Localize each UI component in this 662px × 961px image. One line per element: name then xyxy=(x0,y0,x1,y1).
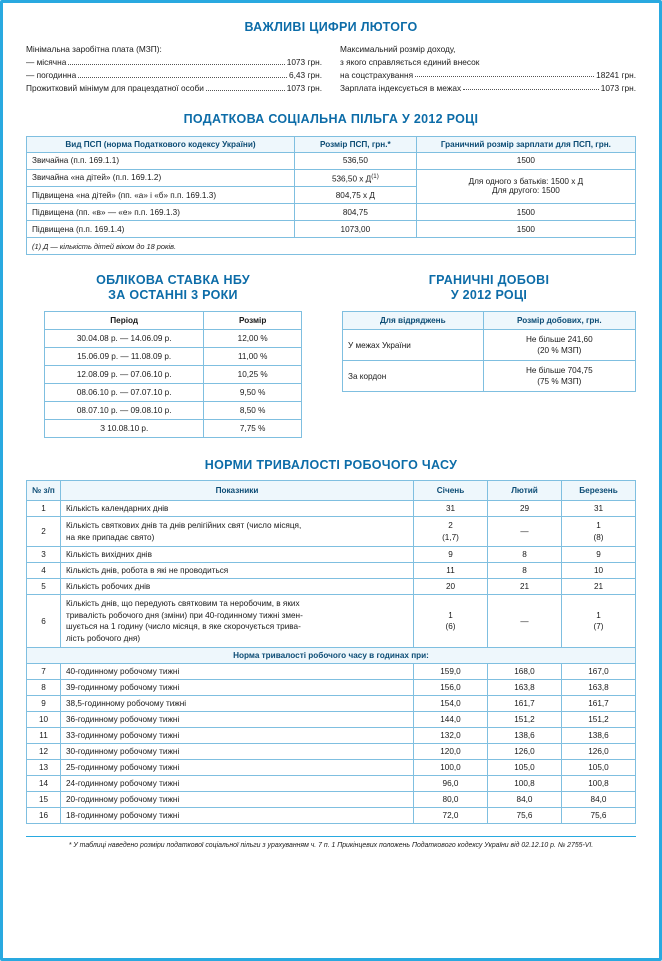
norms-cell-no: 9 xyxy=(27,696,61,712)
nbu-cell-rate: 9,50 % xyxy=(204,384,302,402)
norms-table-row xyxy=(27,563,636,579)
figure-label: — погодинна xyxy=(26,70,77,80)
nbu-cell-period: 15.06.09 р. — 11.08.09 р. xyxy=(45,348,204,366)
per-diem-header-amount: Розмір добових, грн. xyxy=(483,312,635,330)
norms-table-row xyxy=(27,744,636,760)
figure-label: Прожитковий мінімум для працездатної особи xyxy=(26,83,204,93)
psp-table xyxy=(26,136,636,256)
psp-cell-kind: Підвищена (пп. «в» — «е» п.п. 169.1.3) xyxy=(27,204,295,221)
norms-cell-february: 163,8 xyxy=(488,680,562,696)
norms-cell-january: 31 xyxy=(414,501,488,517)
per-diem-row xyxy=(343,330,636,361)
norms-header-no: № з/п xyxy=(27,481,61,501)
norms-cell-march: 10 xyxy=(562,563,636,579)
norms-cell-march: 1 (7) xyxy=(562,595,636,648)
section-title-figures: ВАЖЛИВІ ЦИФРИ ЛЮТОГО xyxy=(244,20,418,34)
norms-cell-indicator: 18-годинному робочому тижні xyxy=(61,808,414,824)
norms-cell-march: 151,2 xyxy=(562,712,636,728)
norms-cell-february: 168,0 xyxy=(488,664,562,680)
nbu-title-line1: ОБЛІКОВА СТАВКА НБУ xyxy=(96,273,250,288)
norms-cell-january: 80,0 xyxy=(414,792,488,808)
psp-table-row xyxy=(27,152,636,169)
norms-cell-no: 4 xyxy=(27,563,61,579)
norms-cell-january: 96,0 xyxy=(414,776,488,792)
work-time-norms-table xyxy=(26,480,636,824)
norms-cell-march: 84,0 xyxy=(562,792,636,808)
figure-row xyxy=(26,83,322,94)
norms-cell-no: 6 xyxy=(27,595,61,648)
norms-cell-january: 9 xyxy=(414,547,488,563)
per-diem-cell-destination: За кордон xyxy=(343,361,484,392)
norms-cell-january: 72,0 xyxy=(414,808,488,824)
norms-cell-no: 5 xyxy=(27,579,61,595)
dobovi-block xyxy=(342,259,636,438)
norms-cell-february: 100,8 xyxy=(488,776,562,792)
norms-cell-no: 7 xyxy=(27,664,61,680)
norms-table-row xyxy=(27,728,636,744)
per-diem-cell-amount: Не більше 241,60 (20 % МЗП) xyxy=(483,330,635,361)
psp-cell-limit: 1500 xyxy=(416,221,635,238)
norms-cell-march: 138,6 xyxy=(562,728,636,744)
key-figures-left-column xyxy=(26,44,322,96)
norms-cell-no: 12 xyxy=(27,744,61,760)
psp-table-row xyxy=(27,221,636,238)
norms-cell-march: 163,8 xyxy=(562,680,636,696)
mid-section xyxy=(26,259,636,438)
psp-cell-kind: Звичайна (п.п. 169.1.1) xyxy=(27,152,295,169)
norms-table-row xyxy=(27,579,636,595)
nbu-table-row xyxy=(45,384,302,402)
norms-table-row xyxy=(27,792,636,808)
section-title-norms: НОРМИ ТРИВАЛОСТІ РОБОЧОГО ЧАСУ xyxy=(204,458,458,473)
psp-table-note: (1) Д — кількість дітей віком до 18 років. xyxy=(27,238,636,255)
per-diem-cell-destination: У межах України xyxy=(343,330,484,361)
psp-cell-limit: 1500 xyxy=(416,152,635,169)
norms-header-indicator: Показники xyxy=(61,481,414,501)
nbu-block xyxy=(26,259,320,438)
psp-header-limit: Граничний розмір зарплати для ПСП, грн. xyxy=(416,136,635,152)
norms-cell-march: 9 xyxy=(562,547,636,563)
norms-header-february: Лютий xyxy=(488,481,562,501)
norms-cell-indicator: 24-годинному робочому тижні xyxy=(61,776,414,792)
nbu-rate-table xyxy=(44,311,302,438)
figure-text: Мінімальна заробітна плата (МЗП): xyxy=(26,44,162,54)
nbu-cell-rate: 11,00 % xyxy=(204,348,302,366)
norms-cell-march: 126,0 xyxy=(562,744,636,760)
norms-cell-february: — xyxy=(488,517,562,547)
norms-table-row xyxy=(27,776,636,792)
norms-cell-january: 154,0 xyxy=(414,696,488,712)
norms-header-row xyxy=(27,481,636,501)
norms-cell-february: — xyxy=(488,595,562,648)
figure-row xyxy=(340,69,636,80)
psp-table-row xyxy=(27,169,636,187)
norms-cell-indicator: 25-годинному робочому тижні xyxy=(61,760,414,776)
norms-cell-january: 120,0 xyxy=(414,744,488,760)
psp-table-row xyxy=(27,204,636,221)
figure-text: з якого справляється єдиний внесок xyxy=(340,56,480,67)
dobovi-title-line2: У 2012 РОЦІ xyxy=(450,288,528,303)
figure-value: 18241 грн. xyxy=(596,69,636,80)
norms-table-row xyxy=(27,664,636,680)
norms-cell-indicator: 30-годинному робочому тижні xyxy=(61,744,414,760)
figure-label: на соцстрахування xyxy=(340,69,414,80)
norms-cell-indicator: 33-годинному робочому тижні xyxy=(61,728,414,744)
nbu-table-row xyxy=(45,348,302,366)
figure-label: Зарплата індексується в межах xyxy=(340,82,462,93)
norms-cell-indicator: Кількість святкових днів та днів релігійних свят (число місяця, на яке припадає свято) xyxy=(61,517,414,547)
norms-cell-february: 151,2 xyxy=(488,712,562,728)
psp-cell-size: 536,50 xyxy=(294,152,416,169)
norms-table-row xyxy=(27,517,636,547)
nbu-cell-rate: 8,50 % xyxy=(204,402,302,420)
norms-cell-indicator: 36-годинному робочому тижні xyxy=(61,712,414,728)
norms-cell-february: 8 xyxy=(488,547,562,563)
section-title-psp: ПОДАТКОВА СОЦІАЛЬНА ПІЛЬГА У 2012 РОЦІ xyxy=(183,111,479,126)
norms-table-row xyxy=(27,501,636,517)
norms-cell-january: 159,0 xyxy=(414,664,488,680)
norms-header-january: Січень xyxy=(414,481,488,501)
norms-cell-march: 100,8 xyxy=(562,776,636,792)
norms-cell-february: 29 xyxy=(488,501,562,517)
norms-cell-february: 105,0 xyxy=(488,760,562,776)
per-diem-row xyxy=(343,361,636,392)
norms-table-row xyxy=(27,808,636,824)
norms-cell-january: 2 (1,7) xyxy=(414,517,488,547)
figure-leader-dots xyxy=(463,82,599,90)
norms-cell-indicator: Кількість робочих днів xyxy=(61,579,414,595)
section-title-nbu xyxy=(26,273,320,303)
norms-cell-january: 144,0 xyxy=(414,712,488,728)
nbu-header-row xyxy=(45,312,302,330)
per-diem-cell-amount: Не більше 704,75 (75 % МЗП) xyxy=(483,361,635,392)
key-figures-block xyxy=(26,44,636,96)
nbu-cell-period: 12.08.09 р. — 07.06.10 р. xyxy=(45,366,204,384)
psp-cell-limit: 1500 xyxy=(416,204,635,221)
norms-cell-no: 3 xyxy=(27,547,61,563)
nbu-header-period: Період xyxy=(45,312,204,330)
norms-cell-indicator: Кількість календарних днів xyxy=(61,501,414,517)
nbu-header-rate: Розмір xyxy=(204,312,302,330)
figure-leader-dots xyxy=(415,69,594,77)
norms-cell-march: 75,6 xyxy=(562,808,636,824)
psp-cell-kind: Підвищена (п.п. 169.1.4) xyxy=(27,221,295,238)
nbu-table-row xyxy=(45,402,302,420)
figure-leader-dots xyxy=(206,83,285,91)
psp-cell-limit: Для одного з батьків: 1500 х Д Для другого: 1500 xyxy=(416,169,635,204)
norms-table-row xyxy=(27,547,636,563)
figure-text: Максимальний розмір доходу, xyxy=(340,44,456,54)
norms-cell-february: 161,7 xyxy=(488,696,562,712)
psp-cell-kind: Підвищена «на дітей» (пп. «а» і «б» п.п. 169.1.3) xyxy=(27,187,295,204)
norms-subheader-row xyxy=(27,648,636,664)
figure-row xyxy=(26,70,322,81)
nbu-table-row xyxy=(45,330,302,348)
norms-cell-february: 126,0 xyxy=(488,744,562,760)
norms-cell-january: 156,0 xyxy=(414,680,488,696)
norms-cell-no: 8 xyxy=(27,680,61,696)
figure-row xyxy=(26,57,322,68)
norms-cell-no: 13 xyxy=(27,760,61,776)
norms-cell-indicator: Кількість вихідних днів xyxy=(61,547,414,563)
norms-subheader: Норма тривалості робочого часу в годинах при: xyxy=(27,648,636,664)
norms-cell-march: 105,0 xyxy=(562,760,636,776)
footnote: * У таблиці наведено розміри податкової соціальної пільги з урахуванням ч. 7 п. 1 Прикінцевих положень Податкового кодексу України від 02.12.10 р. № 2755-VI. xyxy=(26,836,636,849)
figure-value: 1073 грн. xyxy=(600,82,636,93)
nbu-title-line2: ЗА ОСТАННІ 3 РОКИ xyxy=(108,288,238,303)
norms-cell-february: 8 xyxy=(488,563,562,579)
per-diem-table xyxy=(342,311,636,392)
psp-size-footnote-marker: (1) xyxy=(371,172,379,180)
norms-cell-no: 14 xyxy=(27,776,61,792)
norms-cell-march: 31 xyxy=(562,501,636,517)
norms-cell-indicator: 38,5-годинному робочому тижні xyxy=(61,696,414,712)
norms-cell-february: 138,6 xyxy=(488,728,562,744)
norms-cell-february: 75,6 xyxy=(488,808,562,824)
norms-table-row xyxy=(27,680,636,696)
norms-table-row xyxy=(27,760,636,776)
norms-table-row xyxy=(27,712,636,728)
psp-header-size: Розмір ПСП, грн.* xyxy=(294,136,416,152)
figure-value: 6,43 грн. xyxy=(289,70,322,80)
nbu-cell-rate: 12,00 % xyxy=(204,330,302,348)
norms-cell-indicator: 20-годинному робочому тижні xyxy=(61,792,414,808)
norms-cell-indicator: Кількість днів, робота в які не проводиться xyxy=(61,563,414,579)
figure-value: 1073 грн. xyxy=(286,83,322,93)
figure-leader-dots xyxy=(78,70,287,78)
psp-cell-size: 1073,00 xyxy=(294,221,416,238)
norms-table-row xyxy=(27,595,636,648)
norms-cell-no: 10 xyxy=(27,712,61,728)
norms-cell-no: 16 xyxy=(27,808,61,824)
psp-cell-size: 804,75 х Д xyxy=(294,187,416,204)
psp-table-header-row xyxy=(27,136,636,152)
norms-cell-indicator: 39-годинному робочому тижні xyxy=(61,680,414,696)
figure-value: 1073 грн. xyxy=(286,57,322,67)
nbu-cell-rate: 10,25 % xyxy=(204,366,302,384)
per-diem-header-destination: Для відряджень xyxy=(343,312,484,330)
key-figures-right-column xyxy=(340,44,636,96)
psp-header-kind: Вид ПСП (норма Податкового кодексу України) xyxy=(27,136,295,152)
norms-cell-march: 21 xyxy=(562,579,636,595)
norms-cell-january: 100,0 xyxy=(414,760,488,776)
nbu-cell-period: З 10.08.10 р. xyxy=(45,420,204,438)
nbu-cell-period: 30.04.08 р. — 14.06.09 р. xyxy=(45,330,204,348)
psp-cell-size: 536,50 х $Д^{(1)}$ xyxy=(294,169,416,187)
norms-cell-march: 167,0 xyxy=(562,664,636,680)
per-diem-header-row xyxy=(343,312,636,330)
psp-cell-kind: Звичайна «на дітей» (п.п. 169.1.2) xyxy=(27,169,295,187)
norms-cell-no: 1 xyxy=(27,501,61,517)
norms-cell-january: 1 (6) xyxy=(414,595,488,648)
nbu-cell-period: 08.07.10 р. — 09.08.10 р. xyxy=(45,402,204,420)
norms-cell-no: 15 xyxy=(27,792,61,808)
figure-leader-dots xyxy=(68,57,284,65)
norms-header-march: Березень xyxy=(562,481,636,501)
norms-cell-january: 11 xyxy=(414,563,488,579)
nbu-table-row xyxy=(45,366,302,384)
norms-cell-march: 1 (8) xyxy=(562,517,636,547)
figure-label: — місячна xyxy=(26,57,67,67)
nbu-table-row xyxy=(45,420,302,438)
figure-row xyxy=(340,82,636,93)
norms-cell-february: 21 xyxy=(488,579,562,595)
nbu-cell-rate: 7,75 % xyxy=(204,420,302,438)
norms-cell-january: 132,0 xyxy=(414,728,488,744)
norms-cell-january: 20 xyxy=(414,579,488,595)
dobovi-title-line1: ГРАНИЧНІ ДОБОВІ xyxy=(428,273,550,288)
norms-cell-march: 161,7 xyxy=(562,696,636,712)
norms-cell-february: 84,0 xyxy=(488,792,562,808)
norms-table-row xyxy=(27,696,636,712)
norms-cell-no: 2 xyxy=(27,517,61,547)
psp-table-note-row xyxy=(27,238,636,255)
section-title-dobovi xyxy=(342,273,636,303)
nbu-cell-period: 08.06.10 р. — 07.07.10 р. xyxy=(45,384,204,402)
psp-cell-size: 804,75 xyxy=(294,204,416,221)
norms-cell-indicator: Кількість днів, що передують святковим та неробочим, в яких тривалість робочого дня (зміни) при 40-годинному тижні змен- шується на 1 годину (число місяця, в яке скорочується трива- лість робочого дня) xyxy=(61,595,414,648)
norms-cell-no: 11 xyxy=(27,728,61,744)
norms-cell-indicator: 40-годинному робочому тижні xyxy=(61,664,414,680)
